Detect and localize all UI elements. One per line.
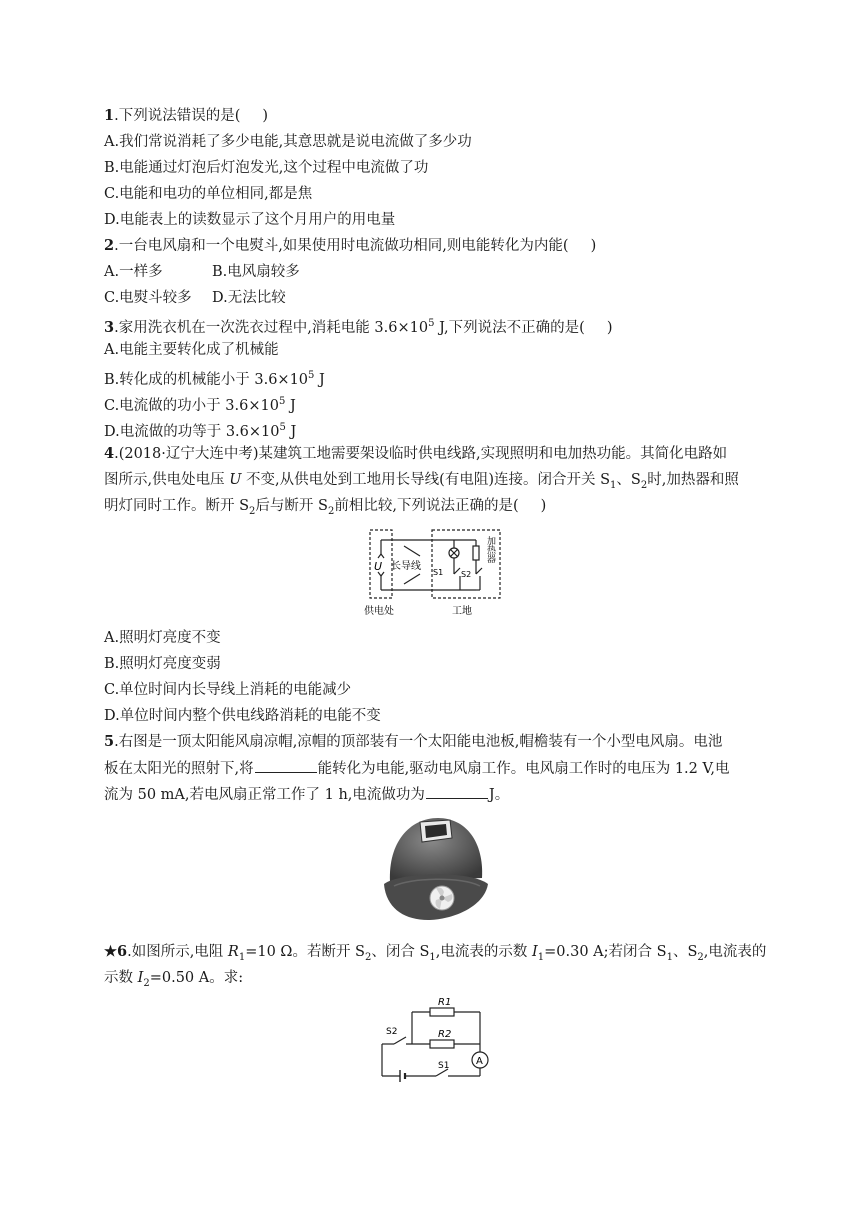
s2-label: S2 [461,570,472,579]
wire-label: 长导线 [391,561,421,572]
r1-label: R1 [438,997,452,1008]
s1-label: S1 [438,1061,450,1071]
q4-option-a: A.照明灯亮度不变 [104,630,221,646]
q5-stem-line1: 5.右图是一顶太阳能风扇凉帽,凉帽的顶部装有一个太阳能电池板,帽檐装有一个小型电风扇。电池 [104,733,723,750]
q3-option-c: C.电流做的功小于 $3.6\times 10^5$ J [104,396,296,414]
q6-stem-line1: ★6.如图所示,电阻 $R_1=10$ Ω。若断开 $S_2$、闭合 $S_1$,电流表的示数 $I_1=0.30$ A;若闭合 $S_1$、$S_2$,电流表的 [104,943,767,963]
q2-option-a: A.一样多 [104,264,163,280]
supply-label: 供电处 [364,606,394,617]
q4-stem-line1: 4.(2018·辽宁大连中考)某建筑工地需要架设临时供电线路,实现照明和电加热功能。其简化电路如 [104,445,728,462]
q1-option-c: C.电能和电功的单位相同,都是焦 [104,186,313,202]
q3-option-b: B.转化成的机械能小于 $3.6\times 10^5$ J [104,370,325,388]
q5-stem-line2: 板在太阳光的照射下,将 能转化为电能,驱动电风扇工作。电风扇工作时的电压为 1.2 V,电 [104,758,730,779]
q3-stem: 3.家用洗衣机在一次洗衣过程中,消耗电能 $3.6\times 10^5$ J,下列说法不正确的是( ) [104,318,613,336]
q2-options-row2 [104,288,286,308]
q4-option-b: B.照明灯亮度变弱 [104,656,221,672]
heater-label: 加热器 [485,536,495,563]
q2-option-c: C.电熨斗较多 [104,290,192,306]
q2-stem: 2.一台电风扇和一个电熨斗,如果使用时电流做功相同,则电能转化为内能( ) [104,237,597,254]
q2-option-d: D.无法比较 [212,290,286,306]
q5-blank-2[interactable] [426,784,488,799]
site-label: 工地 [452,606,472,617]
s1-label: S1 [433,568,444,577]
q4-stem-line3: 明灯同时工作。断开 $S_2$后与断开 $S_2$前相比较,下列说法正确的是( ) [104,498,547,517]
r2-label: R2 [438,1029,452,1040]
q1-option-d: D.电能表上的读数显示了这个月用户的用电量 [104,212,396,228]
q4-circuit-diagram [364,526,506,618]
heater-symbol [473,546,479,560]
q2-option-b: B.电风扇较多 [212,264,300,280]
solar-fan-cap-image [380,812,490,928]
q3-option-d: D.电流做的功等于 $3.6\times 10^5$ J [104,422,297,440]
q6-stem-line2: 示数 $I_2=0.50$ A。求: [104,970,244,989]
q4-option-d: D.单位时间内整个供电线路消耗的电能不变 [104,708,381,724]
q3-option-a: A.电能主要转化成了机械能 [104,342,279,358]
q1-stem: 1.下列说法错误的是( ) [104,107,269,124]
q6-circuit-diagram [372,994,492,1082]
voltage-label: U [374,560,383,573]
q2-options-row1 [104,262,300,282]
s2-label: S2 [386,1027,398,1037]
q5-stem-line3: 流为 50 mA,若电风扇正常工作了 1 h,电流做功为 J。 [104,784,509,805]
q4-option-c: C.单位时间内长导线上消耗的电能减少 [104,682,352,698]
q5-blank-1[interactable] [255,758,317,773]
q4-stem-line2: 图所示,供电处电压 U 不变,从供电处到工地用长导线(有电阻)连接。闭合开关 $S_1$、$S_2$时,加热器和照 [104,472,739,491]
r2-symbol [430,1040,454,1048]
ammeter-label: A [476,1056,483,1067]
q1-option-a: A.我们常说消耗了多少电能,其意思就是说电流做了多少功 [104,134,472,150]
r1-symbol [430,1008,454,1016]
q1-option-b: B.电能通过灯泡后灯泡发光,这个过程中电流做了功 [104,160,429,176]
